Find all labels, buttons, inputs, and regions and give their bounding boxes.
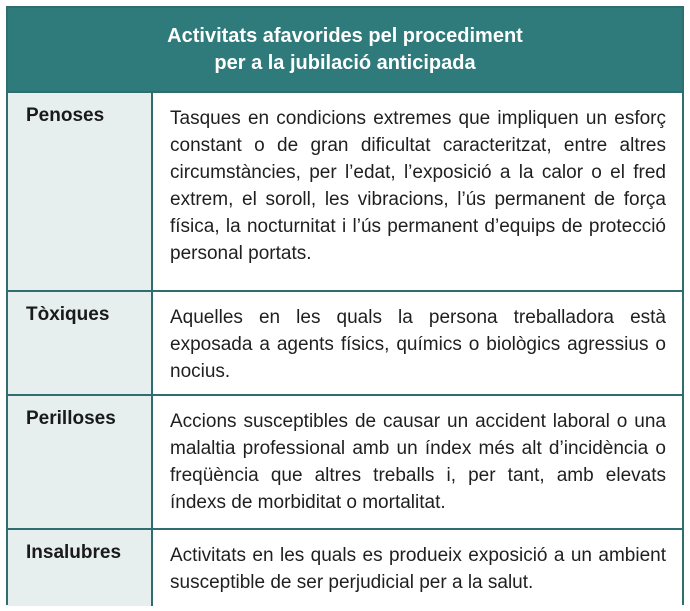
table-header bbox=[8, 8, 682, 91]
description-toxiques: Aquelles en les quals la persona treballadora està exposada a agents físics, químics o biològics agressius o nocius. bbox=[153, 292, 682, 396]
description-insalubres: Activitats en les quals es produeix exposició a un ambient susceptible de ser perjudicial per a la salut. bbox=[153, 530, 682, 606]
term-toxiques: Tòxiques bbox=[8, 292, 153, 396]
term-penoses: Penoses bbox=[8, 93, 153, 292]
description-perilloses: Accions susceptibles de causar un accident laboral o una malaltia professional amb un índex més alt d’incidència o freqüència que altres treballs i, per tant, amb elevats índexs de morbiditat o mortalitat. bbox=[153, 396, 682, 530]
table-body bbox=[8, 91, 682, 606]
description-penoses: Tasques en condicions extremes que impliquen un esforç constant o de gran dificultat caracteritzat, entre altres circumstàncies, per l’edat, l’exposició a la calor o el fred extrem, el soroll, les vibracions, l’ús permanent de força física, la nocturnitat i l’ús permanent d’equips de protecció personal portats. bbox=[153, 93, 682, 292]
table-title-line-1: Activitats afavorides pel procediment bbox=[167, 24, 523, 47]
term-perilloses: Perilloses bbox=[8, 396, 153, 530]
table-title-line-2: per a la jubilació anticipada bbox=[214, 51, 476, 74]
activities-table bbox=[6, 6, 684, 605]
term-insalubres: Insalubres bbox=[8, 530, 153, 606]
